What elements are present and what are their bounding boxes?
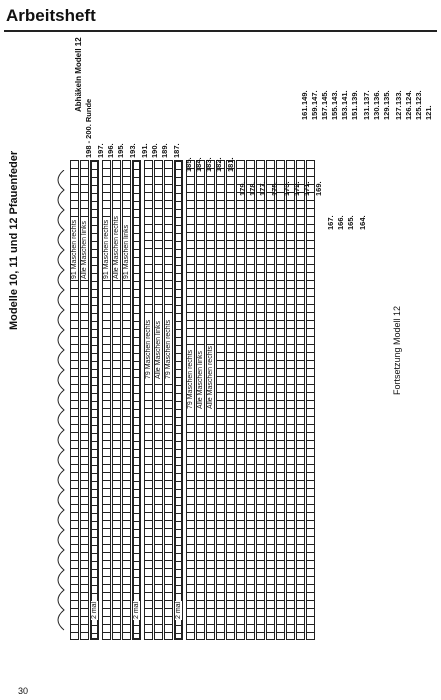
chart-column <box>132 160 141 640</box>
chart-column <box>276 160 285 640</box>
row-number: 191. <box>140 143 149 158</box>
row-number: 175. <box>270 181 279 196</box>
row-number: 164. <box>358 215 367 230</box>
chart-column <box>236 160 245 640</box>
row-number: 183. <box>204 157 213 172</box>
row-number: 127. <box>394 105 403 120</box>
row-number: 181. <box>226 157 235 172</box>
section-heading: Modelle 10, 11 und 12 Pfauenfeder <box>8 150 20 330</box>
row-number: 126. <box>404 105 413 120</box>
row-number: 155. <box>330 105 339 120</box>
chart-column <box>154 160 163 640</box>
row-label: 79 Maschen rechts <box>187 349 194 409</box>
row-number: 178. <box>248 181 257 196</box>
row-number: 135. <box>382 90 391 105</box>
row-number: 197. <box>96 143 105 158</box>
abhaekeln-note: Abhäkeln Modell 12 <box>74 37 83 112</box>
chart-column <box>144 160 153 640</box>
row-number: 125. <box>414 105 423 120</box>
row-number: 159. <box>310 105 319 120</box>
chart-column <box>90 160 99 640</box>
row-number: 189. <box>160 143 169 158</box>
row-number: 167. <box>326 215 335 230</box>
row-label: Alle Maschen links <box>197 351 204 409</box>
row-number: 166. <box>336 215 345 230</box>
page-number: 30 <box>18 686 29 696</box>
row-label: Alle Maschen links <box>155 321 162 379</box>
row-number: 133. <box>394 90 403 105</box>
chart-column <box>256 160 265 640</box>
row-label: 79 Maschen rechts <box>165 319 172 379</box>
scallop-edge-icon <box>50 170 66 640</box>
row-number: 177. <box>258 181 267 196</box>
chart-column <box>286 160 295 640</box>
row-number: 179. <box>238 181 247 196</box>
row-number: 143. <box>330 90 339 105</box>
row-number: 185. <box>184 157 193 172</box>
row-label: 2 mal <box>133 601 140 619</box>
chart-column <box>306 160 315 640</box>
row-number: 198 - 200. Runde <box>84 98 93 158</box>
row-number: 139. <box>350 90 359 105</box>
row-number: 129. <box>382 105 391 120</box>
row-number: 137. <box>362 90 371 105</box>
row-label: 91 Maschen rechts <box>71 219 78 279</box>
chart-column <box>266 160 275 640</box>
row-number: 173. <box>282 181 291 196</box>
row-label: 2 mal <box>91 601 98 619</box>
row-number: 147. <box>310 90 319 105</box>
chart-column <box>246 160 255 640</box>
row-number: 169. <box>314 181 323 196</box>
row-number: 165. <box>346 215 355 230</box>
row-label: Alle Maschen links <box>81 221 88 279</box>
page-title: Arbeitsheft <box>6 6 96 25</box>
row-number: 157. <box>320 105 329 120</box>
row-label: 91 Maschen rechts <box>103 219 110 279</box>
row-number: 195. <box>116 143 125 158</box>
chart-column <box>174 160 183 640</box>
row-number: 136. <box>372 90 381 105</box>
row-number: 161. <box>300 105 309 120</box>
chart-column <box>216 160 225 640</box>
row-number: 172. <box>292 181 301 196</box>
chart-column <box>296 160 305 640</box>
row-number: 123. <box>414 90 423 105</box>
row-number: 121. <box>424 105 433 120</box>
row-number: 141. <box>340 90 349 105</box>
row-label: Alle Maschen rechts <box>113 215 120 279</box>
continuation-caption: Fortsetzung Modell 12 <box>392 305 402 395</box>
row-number: 196. <box>106 143 115 158</box>
chart-column <box>164 160 173 640</box>
row-number: 131. <box>362 105 371 120</box>
row-number: 187. <box>172 143 181 158</box>
row-number: 171. <box>302 181 311 196</box>
row-number: 153. <box>340 105 349 120</box>
row-label: 2 mal <box>175 601 182 619</box>
row-number: 182. <box>214 157 223 172</box>
row-label: 91 Maschen links <box>123 224 130 279</box>
row-number: 124. <box>404 90 413 105</box>
title-rule <box>4 30 437 32</box>
row-number: 184. <box>194 157 203 172</box>
knitting-chart <box>70 160 320 640</box>
row-number: 130. <box>372 105 381 120</box>
row-label: Alle Maschen rechts <box>207 345 214 409</box>
row-number: 193. <box>128 143 137 158</box>
chart-column <box>226 160 235 640</box>
row-number: 151. <box>350 105 359 120</box>
row-number: 149. <box>300 90 309 105</box>
row-label: 79 Maschen rechts <box>145 319 152 379</box>
row-number: 145. <box>320 90 329 105</box>
row-number: 190. <box>150 143 159 158</box>
